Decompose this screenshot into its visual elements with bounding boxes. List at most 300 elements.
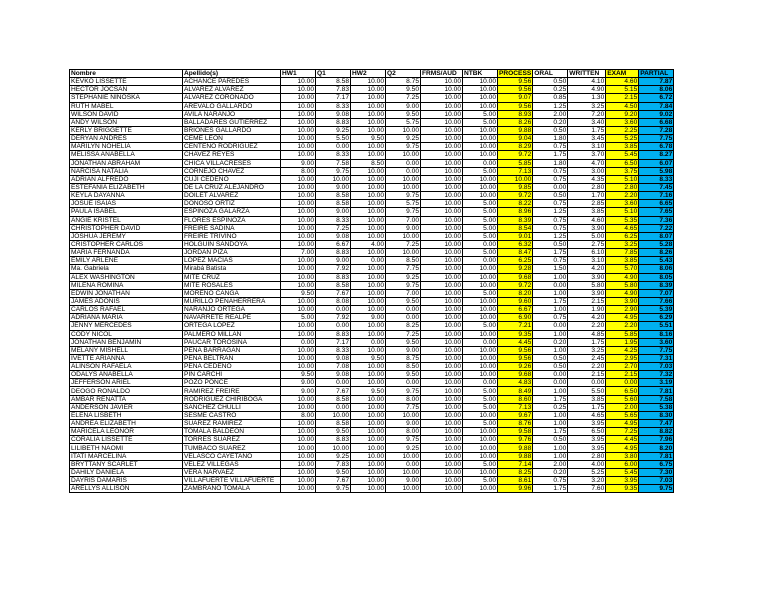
nombre-cell[interactable]: ANDREA ELIZABETH (70, 420, 183, 428)
apellidos-cell[interactable]: NAVARRETE REALPE (183, 314, 281, 322)
nombre-cell[interactable]: STEPHANIE NINOSKA (70, 94, 183, 102)
frms-aud-cell[interactable]: 10.00 (421, 232, 463, 240)
q1-cell[interactable]: 7.83 (316, 86, 351, 94)
ntbk-cell[interactable]: 10.00 (463, 143, 498, 151)
partial-cell[interactable]: 7.47 (639, 420, 674, 428)
nombre-cell[interactable]: JENNY MERCEDES (70, 322, 183, 330)
frms-aud-cell[interactable]: 10.00 (421, 273, 463, 281)
written-cell[interactable]: 1.75 (568, 338, 606, 346)
written-cell[interactable]: 2.45 (568, 354, 606, 362)
apellidos-cell[interactable]: POZO PONCE (183, 379, 281, 387)
apellidos-cell[interactable]: VILLAFUERTE VILLAFUERTE (183, 477, 281, 485)
partial-cell[interactable]: 8.16 (639, 330, 674, 338)
apellidos-cell[interactable]: PEÑA BELTRAN (183, 354, 281, 362)
q1-cell[interactable]: 7.92 (316, 265, 351, 273)
q2-cell[interactable]: 8.25 (386, 322, 421, 330)
partial-cell[interactable]: 6.07 (639, 159, 674, 167)
partial-cell[interactable]: 8.05 (639, 273, 674, 281)
frms-aud-cell[interactable]: 10.00 (421, 420, 463, 428)
frms-aud-cell[interactable]: 10.00 (421, 224, 463, 232)
exam-cell[interactable]: 4.50 (606, 102, 639, 110)
hw2-cell[interactable]: 9.50 (351, 387, 386, 395)
hw2-cell[interactable]: 10.00 (351, 395, 386, 403)
ntbk-cell[interactable]: 10.00 (463, 363, 498, 371)
hw2-cell[interactable]: 4.00 (351, 240, 386, 248)
header-frms-aud[interactable]: FRMS/AUD (421, 70, 463, 78)
nombre-cell[interactable]: WILSON DAVID (70, 110, 183, 118)
q2-cell[interactable]: 9.75 (386, 192, 421, 200)
partial-cell[interactable]: 5.51 (639, 322, 674, 330)
written-cell[interactable]: 3.85 (568, 395, 606, 403)
oral-cell[interactable]: 1.00 (533, 452, 568, 460)
exam-cell[interactable]: 3.80 (606, 452, 639, 460)
hw1-cell[interactable]: 10.00 (281, 273, 316, 281)
ntbk-cell[interactable]: 5.00 (463, 167, 498, 175)
written-cell[interactable]: 3.90 (568, 273, 606, 281)
exam-cell[interactable]: 5.10 (606, 208, 639, 216)
process-cell[interactable]: 9.96 (498, 485, 533, 493)
process-cell[interactable]: 9.28 (498, 265, 533, 273)
partial-cell[interactable]: 7.75 (639, 346, 674, 354)
header-hw2[interactable]: HW2 (351, 70, 386, 78)
oral-cell[interactable]: 0.00 (533, 379, 568, 387)
apellidos-cell[interactable]: SUAREZ RAMIREZ (183, 420, 281, 428)
process-cell[interactable]: 8.96 (498, 208, 533, 216)
exam-cell[interactable]: 3.25 (606, 240, 639, 248)
frms-aud-cell[interactable]: 10.00 (421, 183, 463, 191)
ntbk-cell[interactable]: 10.00 (463, 183, 498, 191)
partial-cell[interactable]: 3.60 (639, 338, 674, 346)
q2-cell[interactable]: 10.00 (386, 175, 421, 183)
written-cell[interactable]: 1.70 (568, 192, 606, 200)
hw1-cell[interactable]: 10.00 (281, 477, 316, 485)
frms-aud-cell[interactable]: 10.00 (421, 338, 463, 346)
nombre-cell[interactable]: CORALIA LISSETTE (70, 436, 183, 444)
ntbk-cell[interactable]: 5.00 (463, 200, 498, 208)
oral-cell[interactable]: 0.75 (533, 200, 568, 208)
q1-cell[interactable]: 8.58 (316, 192, 351, 200)
q2-cell[interactable]: 9.50 (386, 110, 421, 118)
ntbk-cell[interactable]: 5.00 (463, 395, 498, 403)
frms-aud-cell[interactable]: 10.00 (421, 175, 463, 183)
hw2-cell[interactable]: 10.00 (351, 485, 386, 493)
nombre-cell[interactable]: KEYLA DAYANNA (70, 192, 183, 200)
partial-cell[interactable]: 7.75 (639, 135, 674, 143)
q2-cell[interactable]: 7.75 (386, 265, 421, 273)
hw2-cell[interactable]: 10.00 (351, 330, 386, 338)
oral-cell[interactable]: 0.25 (533, 86, 568, 94)
q1-cell[interactable]: 9.25 (316, 126, 351, 134)
q2-cell[interactable]: 0.00 (386, 379, 421, 387)
ntbk-cell[interactable]: 10.00 (463, 330, 498, 338)
q1-cell[interactable]: 7.67 (316, 387, 351, 395)
header-apellidos[interactable]: Apellido(s) (183, 70, 281, 78)
oral-cell[interactable]: 1.80 (533, 135, 568, 143)
exam-cell[interactable]: 5.60 (606, 395, 639, 403)
q2-cell[interactable]: 9.75 (386, 143, 421, 151)
oral-cell[interactable]: 0.20 (533, 468, 568, 476)
apellidos-cell[interactable]: PEÑA BARRAGAN (183, 346, 281, 354)
q2-cell[interactable]: 9.75 (386, 281, 421, 289)
hw2-cell[interactable]: 10.00 (351, 452, 386, 460)
process-cell[interactable]: 9.56 (498, 78, 533, 86)
ntbk-cell[interactable]: 5.00 (463, 224, 498, 232)
exam-cell[interactable]: 6.25 (606, 232, 639, 240)
hw1-cell[interactable]: 10.00 (281, 224, 316, 232)
written-cell[interactable]: 6.50 (568, 428, 606, 436)
exam-cell[interactable]: 3.85 (606, 143, 639, 151)
written-cell[interactable]: 2.20 (568, 322, 606, 330)
oral-cell[interactable]: 1.50 (533, 265, 568, 273)
hw2-cell[interactable]: 10.00 (351, 363, 386, 371)
nombre-cell[interactable]: MARILYN NOHELIA (70, 143, 183, 151)
nombre-cell[interactable]: ANDERSON JAVIER (70, 403, 183, 411)
partial-cell[interactable]: 7.30 (639, 468, 674, 476)
partial-cell[interactable]: 6.78 (639, 143, 674, 151)
exam-cell[interactable]: 2.20 (606, 322, 639, 330)
hw2-cell[interactable]: 10.00 (351, 379, 386, 387)
apellidos-cell[interactable]: TOMALA BALDEON (183, 428, 281, 436)
nombre-cell[interactable]: DERYAN ANDRES (70, 135, 183, 143)
apellidos-cell[interactable]: TORRES SUAREZ (183, 436, 281, 444)
ntbk-cell[interactable]: 5.00 (463, 289, 498, 297)
hw2-cell[interactable]: 9.50 (351, 354, 386, 362)
frms-aud-cell[interactable]: 10.00 (421, 485, 463, 493)
ntbk-cell[interactable]: 10.00 (463, 371, 498, 379)
apellidos-cell[interactable]: VELASCO CAYETANO (183, 452, 281, 460)
oral-cell[interactable]: 1.25 (533, 102, 568, 110)
ntbk-cell[interactable]: 0.00 (463, 257, 498, 265)
apellidos-cell[interactable]: DE LA CRUZ ALEJANDRO (183, 183, 281, 191)
written-cell[interactable]: 3.95 (568, 444, 606, 452)
process-cell[interactable]: 6.67 (498, 306, 533, 314)
hw2-cell[interactable]: 9.00 (351, 314, 386, 322)
hw2-cell[interactable]: 10.00 (351, 411, 386, 419)
hw1-cell[interactable]: 10.00 (281, 460, 316, 468)
nombre-cell[interactable]: MELISSA ANABELLA (70, 151, 183, 159)
q2-cell[interactable]: 7.00 (386, 289, 421, 297)
ntbk-cell[interactable]: 0.00 (463, 240, 498, 248)
exam-cell[interactable]: 5.35 (606, 216, 639, 224)
q2-cell[interactable]: 9.75 (386, 436, 421, 444)
hw1-cell[interactable]: 9.00 (281, 379, 316, 387)
partial-cell[interactable]: 8.06 (639, 86, 674, 94)
q1-cell[interactable]: 10.00 (316, 444, 351, 452)
process-cell[interactable]: 9.72 (498, 281, 533, 289)
written-cell[interactable]: 1.75 (568, 126, 606, 134)
nombre-cell[interactable]: ESTEFANIA ELIZABETH (70, 183, 183, 191)
written-cell[interactable]: 3.45 (568, 135, 606, 143)
written-cell[interactable]: 1.75 (568, 403, 606, 411)
oral-cell[interactable]: 0.25 (533, 403, 568, 411)
q2-cell[interactable]: 9.50 (386, 371, 421, 379)
hw2-cell[interactable]: 8.50 (351, 159, 386, 167)
apellidos-cell[interactable]: AVILA NARANJO (183, 110, 281, 118)
written-cell[interactable]: 3.10 (568, 257, 606, 265)
ntbk-cell[interactable]: 10.00 (463, 436, 498, 444)
q2-cell[interactable]: 7.25 (386, 330, 421, 338)
nombre-cell[interactable]: CRISTOPHER CARLOS (70, 240, 183, 248)
apellidos-cell[interactable]: PIN CARCHI (183, 371, 281, 379)
hw2-cell[interactable]: 10.00 (351, 477, 386, 485)
header-nombre[interactable]: Nombre (70, 70, 183, 78)
written-cell[interactable]: 3.00 (568, 167, 606, 175)
oral-cell[interactable]: 1.00 (533, 273, 568, 281)
hw1-cell[interactable]: 9.50 (281, 289, 316, 297)
exam-cell[interactable]: 9.35 (606, 485, 639, 493)
q1-cell[interactable]: 7.67 (316, 289, 351, 297)
hw1-cell[interactable]: 10.00 (281, 118, 316, 126)
hw1-cell[interactable]: 10.00 (281, 143, 316, 151)
frms-aud-cell[interactable]: 10.00 (421, 306, 463, 314)
frms-aud-cell[interactable]: 10.00 (421, 297, 463, 305)
ntbk-cell[interactable]: 10.00 (463, 452, 498, 460)
apellidos-cell[interactable]: SESME CASTRO (183, 411, 281, 419)
q1-cell[interactable]: 8.83 (316, 330, 351, 338)
ntbk-cell[interactable]: 0.00 (463, 159, 498, 167)
nombre-cell[interactable]: ANGIE KRISTEL (70, 216, 183, 224)
hw2-cell[interactable]: 10.00 (351, 436, 386, 444)
partial-cell[interactable]: 6.29 (639, 314, 674, 322)
nombre-cell[interactable]: IVETTE ARIANNA (70, 354, 183, 362)
exam-cell[interactable]: 2.00 (606, 403, 639, 411)
q1-cell[interactable]: 7.08 (316, 363, 351, 371)
process-cell[interactable]: 5.85 (498, 159, 533, 167)
frms-aud-cell[interactable]: 10.00 (421, 428, 463, 436)
exam-cell[interactable]: 4.95 (606, 444, 639, 452)
ntbk-cell[interactable]: 10.00 (463, 94, 498, 102)
process-cell[interactable]: 8.20 (498, 289, 533, 297)
partial-cell[interactable]: 8.07 (639, 232, 674, 240)
written-cell[interactable]: 4.35 (568, 175, 606, 183)
header-exam[interactable]: EXAM (606, 70, 639, 78)
apellidos-cell[interactable]: PALMERO MILLAN (183, 330, 281, 338)
hw1-cell[interactable]: 10.00 (281, 346, 316, 354)
q2-cell[interactable]: 10.00 (386, 411, 421, 419)
written-cell[interactable]: 4.00 (568, 460, 606, 468)
frms-aud-cell[interactable]: 10.00 (421, 444, 463, 452)
ntbk-cell[interactable]: 10.00 (463, 297, 498, 305)
oral-cell[interactable]: 1.75 (533, 151, 568, 159)
q1-cell[interactable]: 9.08 (316, 110, 351, 118)
process-cell[interactable]: 8.26 (498, 118, 533, 126)
process-cell[interactable]: 9.88 (498, 126, 533, 134)
process-cell[interactable]: 8.93 (498, 110, 533, 118)
partial-cell[interactable]: 8.27 (639, 151, 674, 159)
hw2-cell[interactable]: 10.00 (351, 273, 386, 281)
oral-cell[interactable]: 0.75 (533, 175, 568, 183)
ntbk-cell[interactable]: 10.00 (463, 428, 498, 436)
exam-cell[interactable]: 5.45 (606, 151, 639, 159)
process-cell[interactable]: 7.14 (498, 460, 533, 468)
hw1-cell[interactable]: 10.00 (281, 126, 316, 134)
partial-cell[interactable]: 3.19 (639, 379, 674, 387)
apellidos-cell[interactable]: CHICA VILLACRESES (183, 159, 281, 167)
q2-cell[interactable]: 9.50 (386, 297, 421, 305)
exam-cell[interactable]: 5.10 (606, 175, 639, 183)
oral-cell[interactable]: 1.75 (533, 485, 568, 493)
oral-cell[interactable]: 1.75 (533, 395, 568, 403)
q2-cell[interactable]: 8.00 (386, 428, 421, 436)
q1-cell[interactable]: 9.75 (316, 167, 351, 175)
process-cell[interactable]: 8.47 (498, 249, 533, 257)
partial-cell[interactable]: 8.06 (639, 265, 674, 273)
ntbk-cell[interactable]: 10.00 (463, 78, 498, 86)
ntbk-cell[interactable]: 10.00 (463, 273, 498, 281)
nombre-cell[interactable]: ELENA LISBETH (70, 411, 183, 419)
nombre-cell[interactable]: LILIBETH NAOMI (70, 444, 183, 452)
oral-cell[interactable]: 0.50 (533, 126, 568, 134)
process-cell[interactable]: 9.72 (498, 151, 533, 159)
frms-aud-cell[interactable]: 10.00 (421, 94, 463, 102)
partial-cell[interactable]: 5.98 (639, 167, 674, 175)
nombre-cell[interactable]: ADRIAN ALFREDO (70, 175, 183, 183)
frms-aud-cell[interactable]: 10.00 (421, 216, 463, 224)
nombre-cell[interactable]: JOSUE ISAIAS (70, 200, 183, 208)
partial-cell[interactable]: 7.32 (639, 371, 674, 379)
written-cell[interactable]: 5.80 (568, 281, 606, 289)
process-cell[interactable]: 8.22 (498, 200, 533, 208)
ntbk-cell[interactable]: 10.00 (463, 468, 498, 476)
written-cell[interactable]: 7.60 (568, 485, 606, 493)
ntbk-cell[interactable]: 10.00 (463, 411, 498, 419)
written-cell[interactable]: 6.10 (568, 249, 606, 257)
q1-cell[interactable]: 10.00 (316, 175, 351, 183)
hw1-cell[interactable]: 8.00 (281, 167, 316, 175)
hw1-cell[interactable]: 7.00 (281, 249, 316, 257)
ntbk-cell[interactable]: 10.00 (463, 102, 498, 110)
exam-cell[interactable]: 5.65 (606, 411, 639, 419)
process-cell[interactable]: 7.13 (498, 167, 533, 175)
apellidos-cell[interactable]: CEME LEON (183, 135, 281, 143)
oral-cell[interactable]: 1.00 (533, 420, 568, 428)
frms-aud-cell[interactable]: 10.00 (421, 159, 463, 167)
frms-aud-cell[interactable]: 10.00 (421, 200, 463, 208)
ntbk-cell[interactable]: 5.00 (463, 216, 498, 224)
written-cell[interactable]: 1.30 (568, 94, 606, 102)
nombre-cell[interactable]: RUTH MABEL (70, 102, 183, 110)
written-cell[interactable]: 7.20 (568, 110, 606, 118)
q1-cell[interactable]: 7.25 (316, 224, 351, 232)
apellidos-cell[interactable]: MURILLO PEÑAHERRERA (183, 297, 281, 305)
partial-cell[interactable]: 7.81 (639, 387, 674, 395)
oral-cell[interactable]: 0.50 (533, 78, 568, 86)
oral-cell[interactable]: 0.50 (533, 436, 568, 444)
partial-cell[interactable]: 7.87 (639, 78, 674, 86)
q1-cell[interactable]: 8.33 (316, 346, 351, 354)
header-oral[interactable]: ORAL (533, 70, 568, 78)
q1-cell[interactable]: 8.08 (316, 297, 351, 305)
frms-aud-cell[interactable]: 10.00 (421, 143, 463, 151)
apellidos-cell[interactable]: CENTENO RODRIGUEZ (183, 143, 281, 151)
frms-aud-cell[interactable]: 10.00 (421, 167, 463, 175)
exam-cell[interactable]: 7.25 (606, 428, 639, 436)
process-cell[interactable]: 9.56 (498, 102, 533, 110)
exam-cell[interactable]: 2.25 (606, 126, 639, 134)
q1-cell[interactable]: 9.00 (316, 257, 351, 265)
apellidos-cell[interactable]: MITE ROSALES (183, 281, 281, 289)
oral-cell[interactable]: 0.50 (533, 363, 568, 371)
written-cell[interactable]: 4.65 (568, 411, 606, 419)
ntbk-cell[interactable]: 5.00 (463, 232, 498, 240)
frms-aud-cell[interactable]: 10.00 (421, 126, 463, 134)
hw1-cell[interactable]: 10.00 (281, 428, 316, 436)
process-cell[interactable]: 9.68 (498, 371, 533, 379)
apellidos-cell[interactable]: Mirabá Batista (183, 265, 281, 273)
hw2-cell[interactable]: 10.00 (351, 265, 386, 273)
nombre-cell[interactable]: ARELLYS ALLISON (70, 485, 183, 493)
q2-cell[interactable]: 9.00 (386, 224, 421, 232)
hw2-cell[interactable]: 10.00 (351, 118, 386, 126)
partial-cell[interactable]: 6.65 (639, 200, 674, 208)
hw1-cell[interactable]: 10.00 (281, 436, 316, 444)
hw2-cell[interactable]: 10.00 (351, 167, 386, 175)
frms-aud-cell[interactable]: 10.00 (421, 387, 463, 395)
hw2-cell[interactable]: 10.00 (351, 322, 386, 330)
process-cell[interactable]: 8.25 (498, 468, 533, 476)
q1-cell[interactable]: 9.00 (316, 208, 351, 216)
hw1-cell[interactable]: 10.00 (281, 78, 316, 86)
header-ntbk[interactable]: NTBK (463, 70, 498, 78)
process-cell[interactable]: 8.54 (498, 224, 533, 232)
partial-cell[interactable]: 7.03 (639, 363, 674, 371)
hw1-cell[interactable]: 10.00 (281, 94, 316, 102)
q2-cell[interactable]: 9.00 (386, 420, 421, 428)
partial-cell[interactable]: 7.16 (639, 192, 674, 200)
nombre-cell[interactable]: CHRISTOPHER DAVID (70, 224, 183, 232)
exam-cell[interactable]: 4.25 (606, 346, 639, 354)
written-cell[interactable]: 3.25 (568, 102, 606, 110)
q1-cell[interactable]: 8.58 (316, 78, 351, 86)
written-cell[interactable]: 3.25 (568, 346, 606, 354)
q2-cell[interactable]: 5.75 (386, 200, 421, 208)
written-cell[interactable]: 3.40 (568, 118, 606, 126)
hw1-cell[interactable]: 9.00 (281, 387, 316, 395)
nombre-cell[interactable]: JOSHUA JEREMY (70, 232, 183, 240)
hw1-cell[interactable]: 10.00 (281, 192, 316, 200)
apellidos-cell[interactable]: TUMBACO SUAREZ (183, 444, 281, 452)
hw1-cell[interactable]: 10.00 (281, 232, 316, 240)
exam-cell[interactable]: 3.60 (606, 118, 639, 126)
oral-cell[interactable]: 0.00 (533, 183, 568, 191)
oral-cell[interactable]: 0.00 (533, 371, 568, 379)
partial-cell[interactable]: 7.81 (639, 452, 674, 460)
nombre-cell[interactable]: MILENA ROMINA (70, 281, 183, 289)
exam-cell[interactable]: 4.95 (606, 314, 639, 322)
hw2-cell[interactable]: 10.00 (351, 126, 386, 134)
apellidos-cell[interactable]: ALVAREZ CORONADO (183, 94, 281, 102)
frms-aud-cell[interactable]: 10.00 (421, 460, 463, 468)
written-cell[interactable]: 4.85 (568, 330, 606, 338)
q1-cell[interactable]: 10.00 (316, 411, 351, 419)
q1-cell[interactable]: 8.83 (316, 273, 351, 281)
process-cell[interactable]: 9.60 (498, 297, 533, 305)
hw2-cell[interactable]: 10.00 (351, 143, 386, 151)
nombre-cell[interactable]: DAHILY DANIELA (70, 468, 183, 476)
q1-cell[interactable]: 0.00 (316, 143, 351, 151)
frms-aud-cell[interactable]: 10.00 (421, 371, 463, 379)
q1-cell[interactable]: 8.33 (316, 216, 351, 224)
q1-cell[interactable]: 7.17 (316, 94, 351, 102)
hw2-cell[interactable]: 10.00 (351, 232, 386, 240)
header-process[interactable]: PROCESS (499, 70, 532, 78)
q1-cell[interactable]: 8.58 (316, 420, 351, 428)
nombre-cell[interactable]: ODALYS ANABELLA (70, 371, 183, 379)
apellidos-cell[interactable]: FREIRE SADINA (183, 224, 281, 232)
process-cell[interactable]: 10.00 (498, 175, 533, 183)
q1-cell[interactable]: 7.58 (316, 159, 351, 167)
process-cell[interactable]: 8.61 (498, 477, 533, 485)
